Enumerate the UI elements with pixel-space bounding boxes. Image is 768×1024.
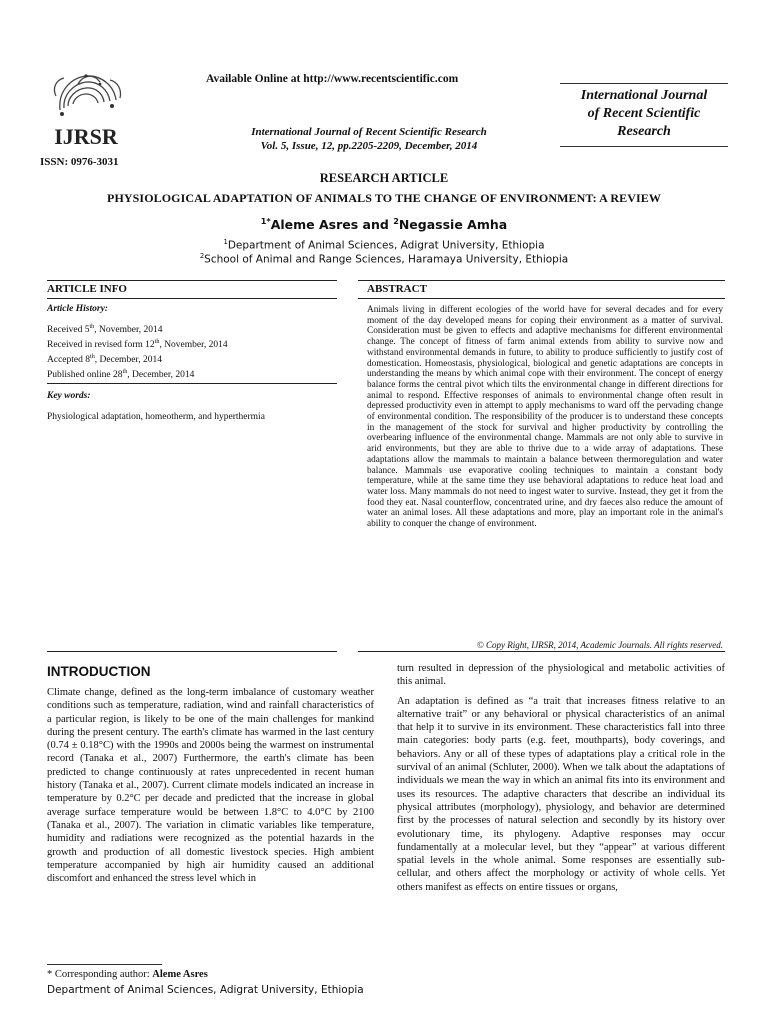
journal-box-line: Research bbox=[617, 124, 671, 139]
divider bbox=[358, 298, 725, 299]
article-info-heading: ARTICLE INFO bbox=[47, 283, 127, 295]
journal-box-top-rule bbox=[560, 83, 728, 84]
journal-box-line: International Journal bbox=[580, 88, 708, 103]
logo-text: IJRSR bbox=[54, 124, 118, 149]
aff1-sup: 1 bbox=[223, 238, 228, 246]
corresponding-department: Department of Animal Sciences, Adigrat University, Ethiopia bbox=[47, 984, 364, 996]
journal-box-bottom-rule bbox=[560, 146, 728, 147]
article-history-title: Article History: bbox=[47, 304, 108, 314]
received-date: Received 5th, November, 2014 bbox=[47, 324, 163, 336]
introduction-left-column: Climate change, defined as the long-term imbalance of customary weather conditions such as temperature, radiation, wind and rainfall characteristics of a particular region, is likely to be one of the main challenges for mankind during the present century. The earth's climate has warmed in the last century (0.74 ± 0.18°C) with the 1990s and 2000s being the warmest on instrumental record (Tanaka et al., 2007) Furthermore, the earth's climate has been predicted to change continuously at rates unprecedented in recent human history (Tanaka et al., 2007). Current climate models indicated an increase in temperature by 0.2°C per decade and predicted that the increase in global average surface temperature would be between 1.8°C to 4.0°C by 2100 (Tanaka et al., 2007). The variation in climatic variables like temperature, humidity and radiations were recognized as the potential hazards in the growth and production of all domestic livestock species. High ambient temperature accompanied by high air humidity caused an additional discomfort and enhanced the stress level which in bbox=[47, 687, 374, 885]
journal-citation bbox=[210, 125, 528, 153]
corresponding-label: * Corresponding author: bbox=[47, 969, 153, 980]
introduction-right-column bbox=[397, 662, 725, 900]
author-and: and bbox=[358, 217, 394, 233]
keywords: Physiological adaptation, homeotherm, and hyperthermia bbox=[47, 412, 265, 422]
copyright: © Copy Right, IJRSR, 2014, Academic Journals. All rights reserved. bbox=[476, 640, 723, 650]
article-title: PHYSIOLOGICAL ADAPTATION OF ANIMALS TO THE CHANGE OF ENVIRONMENT: A REVIEW bbox=[107, 191, 661, 205]
corresponding-name: Aleme Asres bbox=[152, 969, 208, 980]
revised-date: Received in revised form 12th, November, 2014 bbox=[47, 339, 228, 351]
issn: ISSN: 0976-3031 bbox=[40, 156, 119, 168]
author2-sup: 2 bbox=[393, 216, 399, 226]
article-history bbox=[47, 321, 228, 382]
divider bbox=[358, 280, 725, 281]
aff1-text: Department of Animal Sciences, Adigrat University, Ethiopia bbox=[227, 239, 545, 252]
abstract-text: Animals living in different ecologies of the world have for several decades and for every moment of the day developed means for coping their environment as a matter of survival. Consideration must be given to effects and adaptive mechanisms for different environmental change. The concept of fitness of farm animal extends from ability to survive now and withstand environmental demands in future, to ability to produce sufficiently to justify cost of domestication. Homeostasis, physiological, biological and genetic adaptations are concepts in understanding the means by which animal cope with their environment. The concept of energy balance forms the central pivot which tilts the environmental change in different directions for animal to respond. Effective responses of animals to environmental change often result in depressed productivity even in attempt to apply mechanisms to ward off the pervading change of environmental condition. The responsibility of the producer is to understand these concepts in the management of the stock for survival and higher productivity by controlling the overbearing influence of the environmental change. Mammals are not only able to survive in arid environments, but they are able to thrive due to a wide array of adaptations. These adaptations allow the mammals to maintain a balance between thermoregulation and water balance. Mammals use evaporative cooling techniques to maintain a constant body temperature, while at the same time they use behavioral adaptations to reduce heat load and water loss. Many mammals do not need to ingest water to survive. Instead, they get it from the food they eat. Nasal counterflow, concentrated urine, and dry faeces also reduce the amount of water an animal loses. All these adaptations and more, play an important role in the animal's ability to conquer the change of environment. bbox=[367, 305, 723, 530]
published-date: Published online 28th, December, 2014 bbox=[47, 369, 195, 381]
author2: Negassie Amha bbox=[398, 217, 508, 233]
author1-sup: 1* bbox=[260, 216, 271, 226]
divider bbox=[47, 298, 337, 299]
affiliation-2 bbox=[0, 252, 768, 266]
keywords-title: Key words: bbox=[47, 391, 91, 401]
paragraph: turn resulted in depression of the physiological and metabolic activities of this animal. bbox=[397, 663, 725, 688]
author1: Aleme Asres bbox=[270, 217, 359, 233]
abstract-heading: ABSTRACT bbox=[367, 283, 427, 295]
journal-title-box bbox=[560, 87, 728, 141]
divider bbox=[47, 280, 337, 281]
affiliation-1 bbox=[0, 238, 768, 252]
corresponding-author bbox=[47, 969, 208, 980]
aff2-sup: 2 bbox=[199, 252, 205, 260]
authors bbox=[0, 216, 768, 232]
journal-logo bbox=[40, 66, 132, 158]
introduction-heading: INTRODUCTION bbox=[47, 664, 151, 679]
available-online-link[interactable]: Available Online at http://www.recentscientific.com bbox=[206, 73, 459, 85]
aff2-text: School of Animal and Range Sciences, Haramaya University, Ethiopia bbox=[204, 253, 569, 266]
article-type: RESEARCH ARTICLE bbox=[319, 171, 449, 185]
journal-volume: Vol. 5, Issue, 12, pp.2205-2209, December, 2014 bbox=[260, 140, 478, 152]
journal-name: International Journal of Recent Scientific Research bbox=[251, 126, 487, 138]
paragraph: An adaptation is defined as “a trait that increases fitness relative to an alternative trait” or any behavioral or physical characteristics of an animal that help it to survive in its environment. These characteristics fall into three main categories: body parts (e.g. feet, mouthparts), body coverings, and behaviors. Any or all of these types of adaptations play a critical role in the survival of an animal (Schluter, 2000). When we talk about the adaptations of individuals we mean the way in which an animal fits into its environment and uses its resources. The adaptive characters that describe an individual its physical attributes (morphology), physiology, and behavior are determined first by the processes of natural selection and secondly by its history over evolutionary time, its phylogeny. Adaptive responses may occur fundamentally at a molecular level, but they “appear” at various different spatial levels in the whole animal. Some responses are essentially sub-cellular, and others affect the morphology or activity of whole cells. Yet others manifest as effects on entire tissues or organs, bbox=[397, 695, 725, 893]
divider bbox=[47, 383, 337, 384]
divider bbox=[47, 651, 337, 652]
footnote-rule bbox=[47, 964, 162, 965]
journal-box-line: of Recent Scientific bbox=[587, 106, 701, 121]
divider bbox=[358, 651, 725, 652]
accepted-date: Accepted 8th, December, 2014 bbox=[47, 354, 162, 366]
